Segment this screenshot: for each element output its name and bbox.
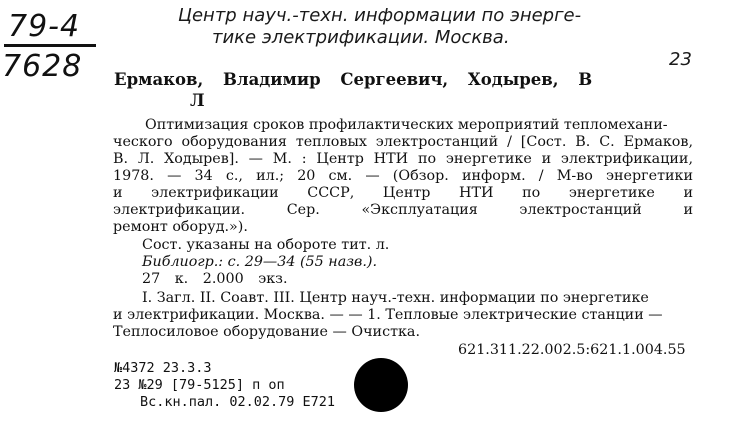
shelf-mark-underline [4, 44, 96, 47]
description-line-4: 1978. — 34 с., ил.; 20 см. — (Обзор. информ. / М-во энергетики [113, 168, 693, 184]
description-line-2: ческого оборудования тепловых электростанций / [Сост. В. С. Ермаков, [113, 134, 693, 150]
tracing-line-2: и электрификации. Москва. — — 1. Тепловые электрические станции — [113, 307, 663, 323]
compilers-note: Сост. указаны на обороте тит. л. [142, 237, 390, 253]
shelf-mark-line2: 7628 [2, 49, 83, 84]
punch-hole [354, 358, 408, 412]
classification-index: 621.311.22.002.5:621.1.004.55 [458, 342, 686, 358]
description-line-1: Оптимизация сроков профилактических мероприятий тепломехани- [145, 117, 668, 133]
bibliography-note: Библиогр.: с. 29—34 (55 назв.). [142, 254, 378, 270]
shelf-mark-line1: 79-4 [8, 9, 81, 44]
author-heading-line1: Ермаков, Владимир Сергеевич, Ходырев, В [114, 70, 593, 89]
description-line-7: ремонт оборуд.»). [113, 219, 248, 235]
tracing-line-1: I. Загл. II. Соавт. III. Центр науч.-техн. информации по энергетике [142, 290, 649, 306]
footer-order-number: №4372 23.3.3 [114, 360, 212, 376]
footer-line-2: 23 №29 [79-5125] п оп [114, 377, 285, 393]
handwritten-number: 23 [669, 49, 692, 70]
description-line-3: В. Л. Ходырев]. — М. : Центр НТИ по энергетике и электрификации, [113, 151, 693, 167]
handwritten-line2: тике электрификации. Москва. [212, 27, 510, 48]
description-line-6: электрификации. Сер. «Эксплуатация электростанций и [113, 202, 693, 218]
tracing-line-3: Теплосиловое оборудование — Очистка. [113, 324, 420, 340]
description-line-5: и электрификации СССР, Центр НТИ по энергетике и [113, 185, 693, 201]
price-note: 27 к. 2.000 экз. [142, 271, 288, 287]
handwritten-line1: Центр науч.-техн. информации по энерге- [178, 5, 582, 26]
footer-line-3: Вс.кн.пал. 02.02.79 Е721 [140, 394, 336, 410]
author-heading-line2: Л [190, 91, 205, 110]
